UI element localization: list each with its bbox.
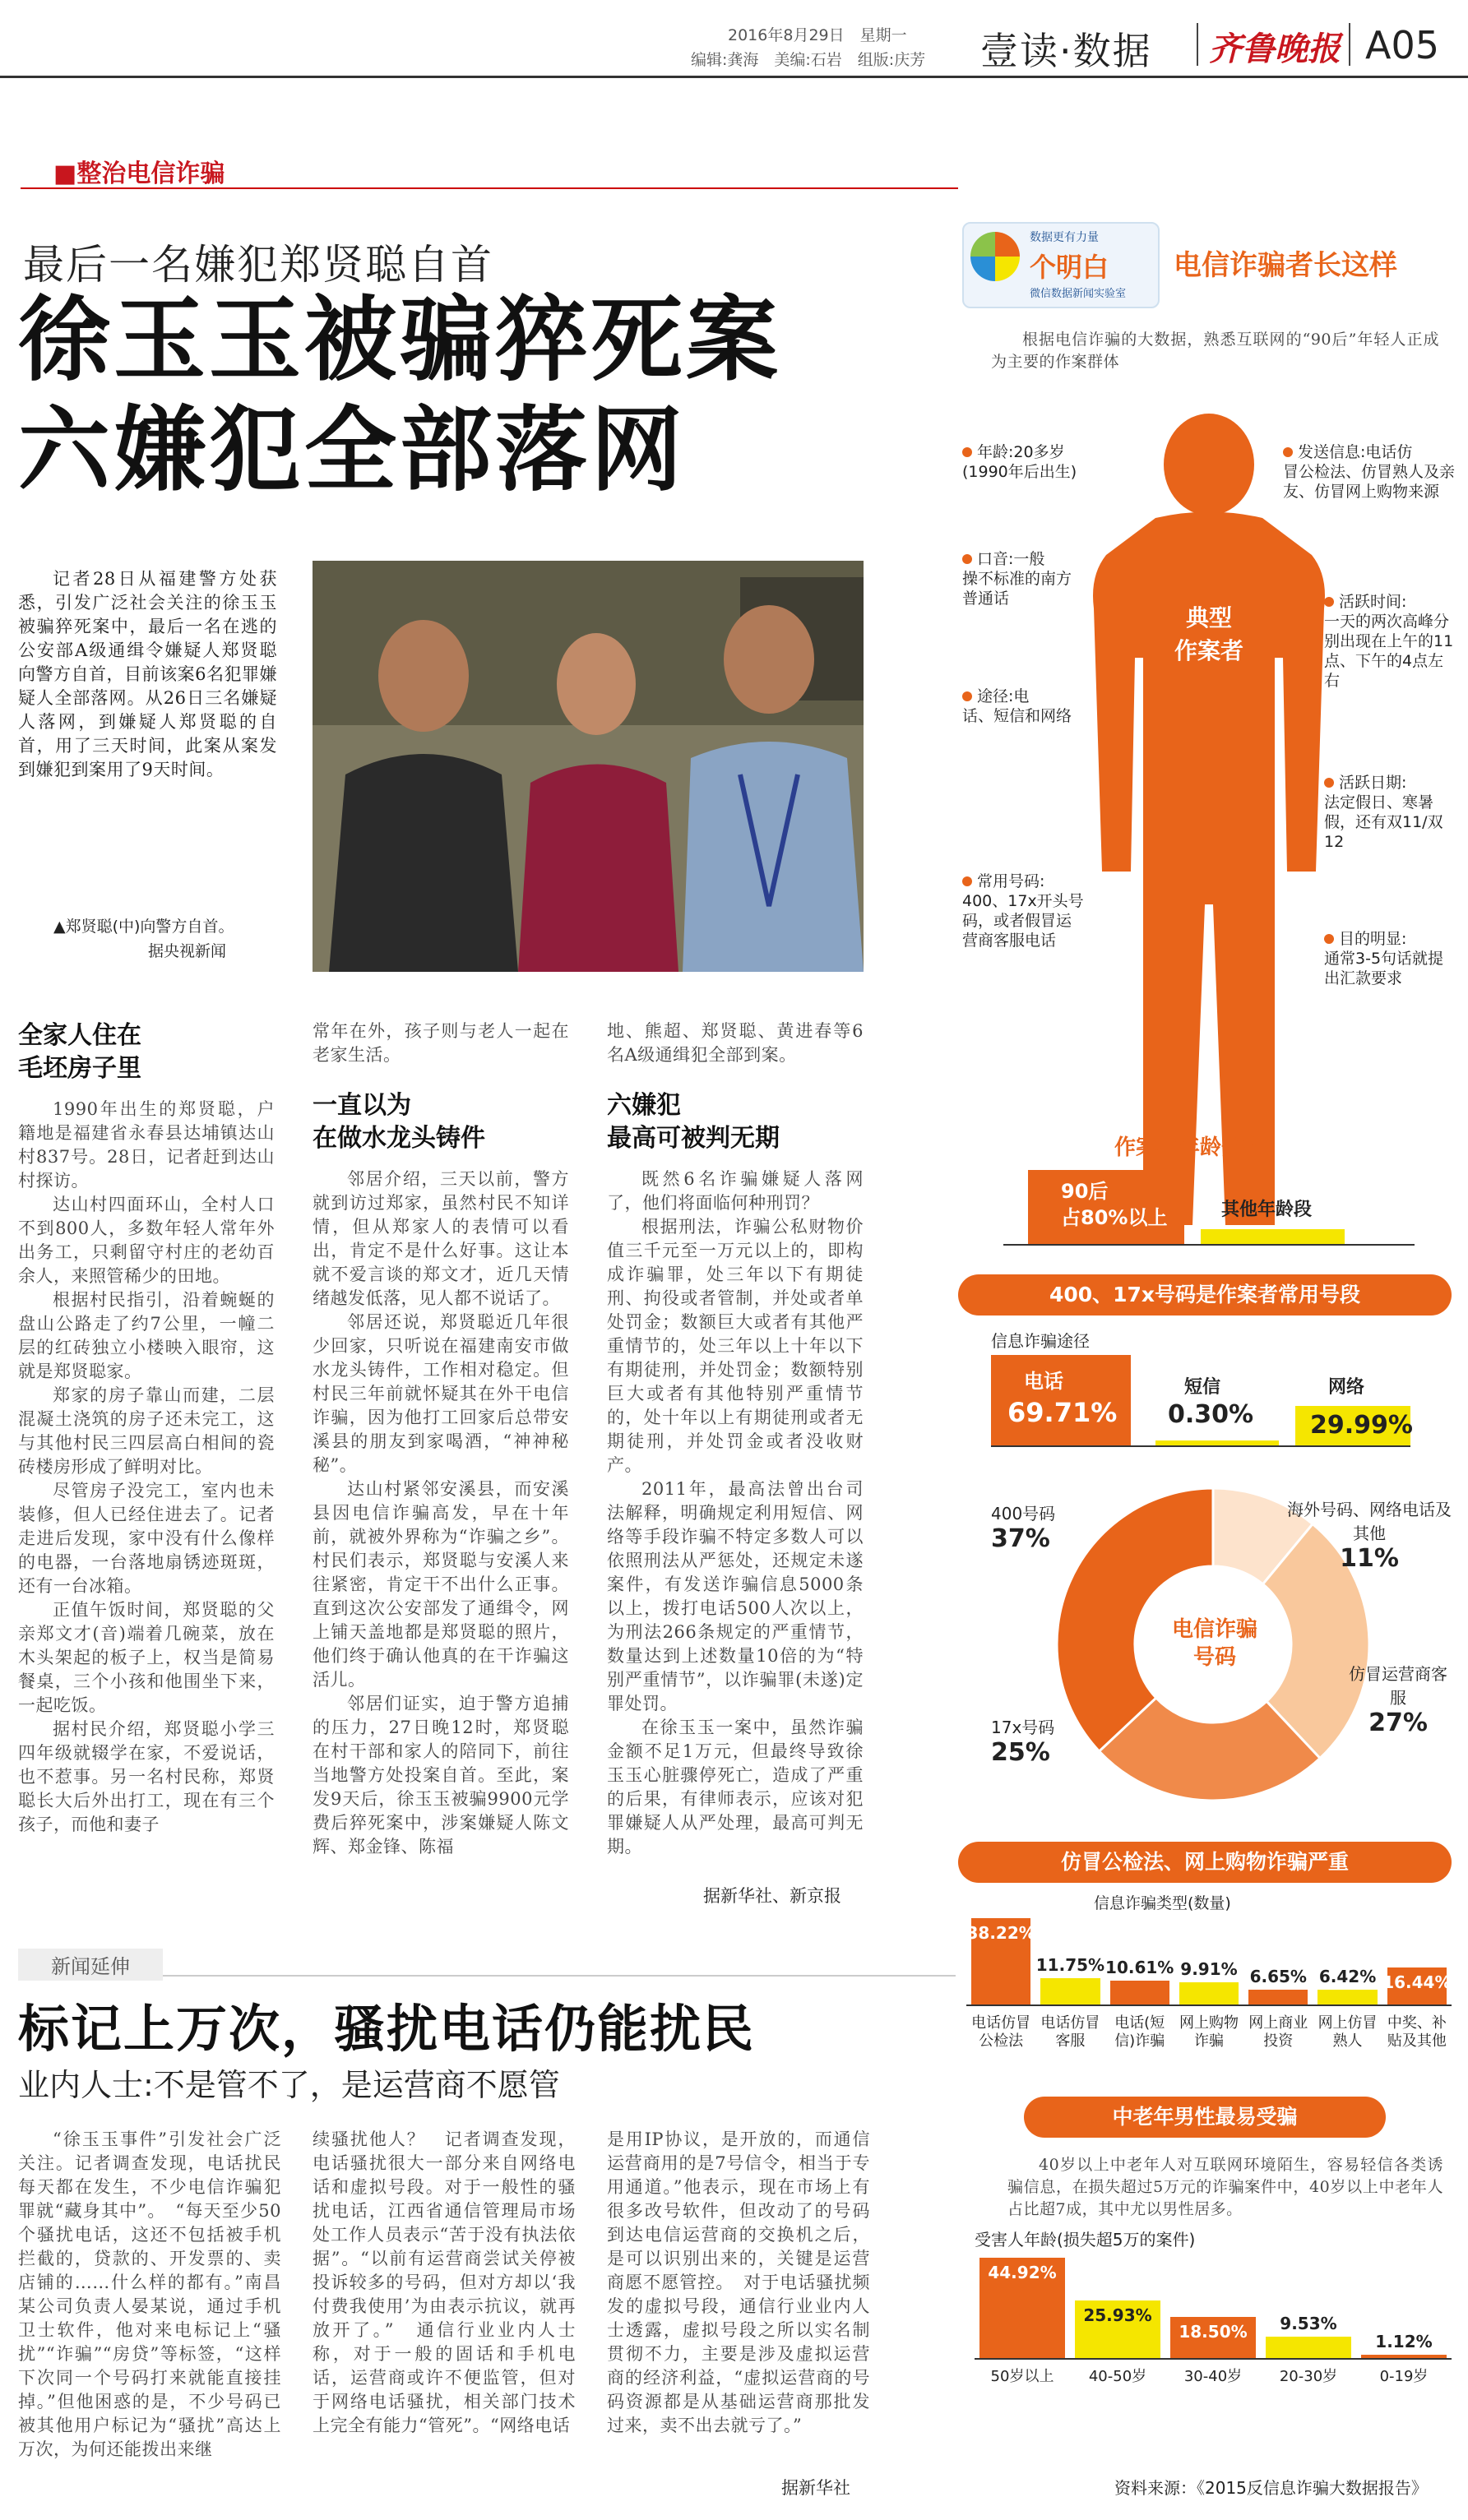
- types-names: [966, 2014, 1452, 2080]
- pie-label-carrier: [1345, 1661, 1452, 1737]
- trait-title: 常用号码:: [977, 872, 1045, 890]
- page-number: A05: [1365, 23, 1440, 67]
- pie-label-17x: [991, 1714, 1054, 1767]
- bullet-dot: [1324, 778, 1334, 788]
- masthead: [0, 0, 1468, 78]
- channel-phone-value: 69.71%: [1007, 1397, 1118, 1428]
- pie-overseas-value: 11%: [1340, 1544, 1399, 1573]
- paragraph: 既然6名诈骗嫌疑人落网了，他们将面临何种刑罚？: [607, 1169, 864, 1213]
- paragraph: 郑家的房子靠山而建，二层混凝土浇筑的房子还未完工，这与其他村民三四层高白相间的瓷砖楼房形成了鲜明对比。: [18, 1385, 275, 1477]
- channel-bar-sms: [1155, 1440, 1279, 1445]
- logo-icon: [970, 232, 1020, 281]
- bar-category-label: 20-30岁: [1279, 2368, 1338, 2385]
- bar-category-label: 50岁以上: [990, 2368, 1054, 2385]
- news-extension-tag: 新闻延伸: [18, 1949, 163, 1981]
- paragraph: 正值午饭时间，郑贤聪的父亲郑文才(音)端着几碗菜，放在木头架起的板子上，权当是简易餐桌，三个小孩和他围坐下来，一起吃饭。: [18, 1600, 275, 1715]
- channel-phone-name: 电话: [1024, 1370, 1063, 1393]
- age-chart: [1003, 1168, 1415, 1246]
- trait-text: 话、短信和网络: [962, 707, 1072, 725]
- bar-category-label: 中奖、补贴及其他: [1387, 2014, 1447, 2050]
- col1-heading: 全家人住在 毛坯房子里: [18, 1021, 141, 1083]
- victims-intro: 40岁以上中老年人对互联网环境陌生，容易轻信各类诱骗信息，在损失超过5万元的诈骗案件中，40岁以上中老年人占比超7成，其中尤以男性居多。: [1007, 2156, 1443, 2218]
- trait-age: [962, 442, 1118, 482]
- channel-bar-net: [1295, 1406, 1413, 1445]
- trait-title: 年龄:20多岁: [977, 443, 1065, 461]
- trait-title: 发送信息:电话仿: [1298, 443, 1413, 461]
- bullet-dot: [962, 691, 972, 701]
- col3-credit: 据新华社、新京报: [703, 1886, 841, 1906]
- article2-subtitle: 业内人士:不是管不了，是运营商不愿管: [18, 2067, 560, 2103]
- paragraph: 邻居介绍，三天以前，警方就到访过郑家，虽然村民不知详情，但从郑家人的表情可以看出，肯定不是什么好事。这让本就不爱言谈的郑文才，近几天情绪越发低落，见人都不说话了。: [313, 1169, 569, 1308]
- trait-text: 法定假日、寒暑假，还有双11/双12: [1324, 793, 1443, 851]
- paragraph: 1990年出生的郑贤聪，户籍地是福建省永春县达埔镇达山村837号。28日，记者赶到达山村探访。: [18, 1099, 275, 1191]
- trait-text: 冒公检法、仿冒熟人及亲友、仿冒网上购物来源: [1283, 463, 1456, 501]
- bar-value-label: 25.93%: [1083, 2305, 1152, 2325]
- age-bar-other-label: 其他年龄段: [1221, 1200, 1313, 1220]
- bar-category-label: 网上商业投资: [1248, 2014, 1308, 2050]
- bar: [1266, 2337, 1351, 2358]
- infographic: [958, 206, 1460, 2516]
- pie-400-name: 400号码: [991, 1504, 1056, 1524]
- info-title: 电信诈骗者长这样: [1174, 249, 1397, 282]
- col3-body: [607, 1168, 864, 1859]
- trait-channel: [962, 687, 1086, 726]
- bar-category-label: 电话仿冒公检法: [971, 2014, 1031, 2050]
- bar: [1179, 1982, 1239, 2004]
- article1-lead: 记者28日从福建警方处获悉，引发广泛社会关注的徐玉玉被骗猝死案中，最后一名在逃的公安部A级通缉令嫌疑人郑贤聪向警方自首，目前该案6名犯罪嫌疑人全部落网。从26日三名嫌疑人落网，到嫌疑人郑贤聪的自首，用了三天时间，此案从案发到嫌犯到案用了9天时间。: [18, 569, 277, 779]
- pie-label-overseas: [1287, 1496, 1452, 1573]
- pie-center-label: 电信诈骗 号码: [1171, 1617, 1257, 1670]
- bar-value-label: 6.65%: [1249, 1966, 1307, 1986]
- col1-body: [18, 1098, 275, 1837]
- channel-sms-value: 0.30%: [1168, 1400, 1254, 1429]
- bar-value-label: 9.91%: [1180, 1958, 1238, 1979]
- bar-value-label: 9.53%: [1280, 2314, 1337, 2334]
- victims-title: 中老年男性最易受骗: [1024, 2097, 1386, 2138]
- bar-category-label: 网上仿冒熟人: [1317, 2014, 1378, 2050]
- photo-credit: 据央视新闻: [148, 942, 227, 960]
- channel-sms-name: 短信: [1184, 1377, 1221, 1398]
- bar: [1361, 2355, 1447, 2358]
- age-bar-90s: [1028, 1170, 1184, 1244]
- col2-body: [313, 1168, 569, 1859]
- bullet-dot: [962, 876, 972, 886]
- section-banner: [21, 146, 958, 189]
- trait-text: 400、17x开头号码，或者假冒运营商客服电话: [962, 892, 1084, 950]
- bar-value-label: 11.75%: [1035, 1954, 1105, 1975]
- types-chart: [966, 1907, 1452, 2006]
- bullet-dot: [962, 447, 972, 457]
- article1-kicker: 最后一名嫌犯郑贤聪自首: [23, 241, 493, 289]
- bar-category-label: 电话(短信)诈骗: [1114, 2014, 1165, 2050]
- paragraph: 在徐玉玉一案中，虽然诈骗金额不足1万元，但最终导致徐玉玉心脏骤停死亡，造成了严重的后果，有律师表示，应该对犯罪嫌疑人从严处理，最高可判无期。: [607, 1718, 864, 1856]
- logo-sub: 微信数据新闻实验室: [1030, 288, 1127, 300]
- bar-value-label: 38.22%: [966, 1922, 1035, 1943]
- trait-text: 一天的两次高峰分别出现在上午的11点、下午的4点左右: [1324, 613, 1454, 690]
- types-title: 仿冒公检法、网上购物诈骗严重: [958, 1842, 1452, 1883]
- victims-label: 受害人年龄(损失超5万的案件): [975, 2230, 1196, 2250]
- trait-title: 途径:电: [977, 687, 1030, 705]
- paragraph: 据村民介绍，郑贤聪小学三四年级就辍学在家，不爱说话，也不惹事。另一名村民称，郑贤聪长大后外出打工，现在有三个孩子，而他和妻子: [18, 1719, 275, 1834]
- banner-label: ■整治电信诈骗: [53, 160, 225, 188]
- victims-chart: [975, 2253, 1452, 2360]
- paragraph: 尽管房子没完工，室内也未装修，但人已经住进去了。记者走进后发现，家中没有什么像样的电器，一台落地扇锈迹斑斑，还有一台冰箱。: [18, 1481, 275, 1596]
- channel-label: 信息诈骗途径: [991, 1331, 1090, 1351]
- paper-logo: 齐鲁晚报: [1209, 30, 1341, 68]
- pie-carrier-name: 仿冒运营商客服: [1349, 1664, 1447, 1708]
- bar-value-label: 18.50%: [1179, 2321, 1248, 2342]
- trait-title: 活跃日期:: [1339, 774, 1407, 792]
- channel-chart: [991, 1352, 1413, 1447]
- trait-numbers: [962, 872, 1086, 950]
- article1-title-1: 徐玉玉被骗猝死案: [18, 287, 781, 394]
- info-intro: 根据电信诈骗的大数据，熟悉互联网的“90后”年轻人正成为主要的作案群体: [991, 331, 1439, 371]
- age-bar-other: [1201, 1229, 1345, 1244]
- age-bar-90s-label: 90后 占80%以上: [1061, 1180, 1168, 1229]
- source-note: 资料来源：《2015反信息诈骗大数据报告》: [1114, 2478, 1428, 2498]
- masthead-rule: [0, 76, 1468, 78]
- bar-category-label: 电话仿冒客服: [1040, 2014, 1100, 2050]
- logo-main: 个明白: [1030, 252, 1109, 283]
- pie-400-value: 37%: [991, 1524, 1050, 1553]
- bar-value-label: 44.92%: [988, 2262, 1057, 2282]
- section-name: 壹读·数据: [980, 29, 1152, 73]
- types-label: 信息诈骗类型(数量): [1094, 1894, 1231, 1912]
- trait-text: (1990年后出生): [962, 463, 1077, 481]
- paragraph: 邻居们证实，迫于警方追捕的压力，27日晚12时，郑贤聪在村干部和家人的陪同下，前往当地警方处投案自首。至此，案发9天后，徐玉玉被骗9900元学费后猝死案中，涉案嫌疑人陈文辉、郑金锋、陈福: [313, 1694, 569, 1856]
- trait-title: 活跃时间:: [1339, 593, 1407, 611]
- article2-credit: 据新华社: [781, 2478, 850, 2498]
- paragraph: 达山村紧邻安溪县，而安溪县因电信诈骗高发，早在十年前，就被外界称为“诈骗之乡”。村民们表示，郑贤聪与安溪人来往紧密，肯定干不出什么正事。直到这次公安部发了通缉令，网上铺天盖地都是郑贤聪的照片，他们终于确认他真的在干诈骗这活儿。: [313, 1479, 569, 1690]
- trait-title: 口音:一般: [977, 550, 1045, 568]
- bullet-dot: [1283, 447, 1293, 457]
- trait-purpose: [1324, 929, 1456, 988]
- bar-value-label: 16.44%: [1382, 1972, 1452, 1992]
- person-silhouette: [1077, 411, 1341, 1233]
- col3-heading: 六嫌犯 最高可被判无期: [607, 1091, 780, 1153]
- trait-text: 操不标准的南方普通话: [962, 570, 1072, 608]
- bar: [1317, 1990, 1377, 2004]
- date-line: 2016年8月29日 星期一: [728, 26, 907, 44]
- paragraph: 根据村民指引，沿着蜿蜒的盘山公路走了约7公里，一幢二层的红砖独立小楼映入眼帘，这就是郑贤聪家。: [18, 1290, 275, 1381]
- logo-badge: [962, 222, 1160, 308]
- bar-category-label: 网上购物诈骗: [1179, 2014, 1239, 2050]
- photo-illustration: [313, 561, 864, 972]
- bar-value-label: 10.61%: [1105, 1957, 1174, 1977]
- bullet-dot: [962, 554, 972, 564]
- bullet-dot: [1324, 934, 1334, 944]
- col2-top: 常年在外，孩子则与老人一起在老家生活。: [313, 1021, 569, 1065]
- article2-col2: 续骚扰他人？ 记者调查发现，电话骚扰很大一部分来自网络电话和虚拟号段。对于一般性的骚扰电话，江西省通信管理局市场处工作人员表示“苦于没有执法依据”。“以前有运营商尝试关停被投诉较多的号码，但对方却以‘我付费我使用’为由表示抗议，就再放开了。” 通信行业业内人士称，对于一般的固话和手机电话，运营商或许不便监管，但对于网络电话骚扰，相关部门技术上完全有能力“管死”。“网络电话: [313, 2129, 576, 2435]
- col3-top: 地、熊超、郑贤聪、黄进春等6名A级通缉犯全部到案。: [607, 1021, 864, 1065]
- figure-label: 典型 作案者: [1174, 604, 1243, 664]
- article2-col3: 是用IP协议，是开放的，而通信运营商用的是7号信令，相当于专用通道。”他表示，现在市场上有很多改号软件，但改动了的号码到达电信运营商的交换机之后，是可以识别出来的，关键是运营商愿不愿管控。 对于电话骚扰频发的虚拟号段，通信行业业内人士透露，虚拟号段之所以实名制贯彻不力，主要是涉及虚拟运营商的经济利益，“虚拟运营商的号码资源都是从基础运营商那批发过来，卖不出去就亏了。”: [607, 2129, 870, 2435]
- numbers-title: 400、17x号码是作案者常用号段: [958, 1274, 1452, 1315]
- col2-heading: 一直以为 在做水龙头铸件: [313, 1091, 485, 1153]
- bullet-dot: [1324, 597, 1334, 607]
- logo-top: 数据更有力量: [1030, 231, 1099, 244]
- paragraph: 根据刑法，诈骗公私财物价值三千元至一万元以上的，即构成诈骗罪，处三年以下有期徒刑、拘役或者管制，并处或者单处罚金；数额巨大或者有其他严重情节的，处三年以上十年以下有期徒刑，并处罚金；数额特别巨大或者有其他特别严重情节的，处十年以上有期徒刑或者无期徒刑，并处罚金或者没收财产。: [607, 1217, 864, 1475]
- paragraph: 邻居还说，郑贤聪近几年很少回家，只听说在福建南安市做水龙头铸件，工作相对稳定。但村民三年前就怀疑其在外干电信诈骗，因为他打工回家后总带安溪县的朋友到家喝酒，“神神秘秘”。: [313, 1312, 569, 1475]
- channel-bar-phone: [991, 1355, 1131, 1445]
- bar: [1248, 1990, 1308, 2004]
- trait-accent: [962, 549, 1086, 608]
- pie-17x-value: 25%: [991, 1738, 1050, 1767]
- trait-title: 目的明显:: [1339, 930, 1407, 948]
- bar-category-label: 30-40岁: [1183, 2368, 1243, 2385]
- divider: [1197, 23, 1198, 66]
- paragraph: 达山村四面环山，全村人口不到800人，多数年轻人常年外出务工，只剩留守村庄的老幼百余人，来照管稀少的田地。: [18, 1195, 275, 1286]
- editors-line: 编辑:龚海 美编:石岩 组版:庆芳: [691, 51, 926, 69]
- paragraph: 2011年，最高法曾出台司法解释，明确规定利用短信、网络等手段诈骗不特定多数人可以依照刑法从严惩处，还规定未遂案件，有发送诈骗信息5000条以上，拨打电话500人次以上，为刑法266条规定的严重情节，数量达到上述数量10倍的为“特别严重情节”，以诈骗罪(未遂)定罪处罚。: [607, 1479, 864, 1713]
- age-title: 作案者年龄分布: [1114, 1135, 1265, 1160]
- article2-col1: “徐玉玉事件”引发社会广泛关注。记者调查发现，电话扰民每天都在发生，不少电信诈骗犯罪就“藏身其中”。 “每天至少50个骚扰电话，这还不包括被手机拦截的，贷款的、开发票的、卖店铺的……什么样的都有。”南昌某公司负责人晏某说，通过手机卫士软件，他对来电标记上“骚扰”“诈骗”“房贷”等标签，“这样下次同一个号码打来就能直接挂掉。”但他困惑的是，不少号码已被其他用户标记为“骚扰”高达上万次，为何还能拨出来继: [18, 2129, 281, 2459]
- bar-value-label: 1.12%: [1375, 2332, 1433, 2351]
- bar-category-label: 40-50岁: [1088, 2368, 1147, 2385]
- channel-net-value: 29.99%: [1310, 1411, 1413, 1440]
- trait-active-time: [1324, 592, 1456, 691]
- pie-overseas-name: 海外号码、网络电话及其他: [1287, 1500, 1452, 1543]
- pie-17x-name: 17x号码: [991, 1718, 1055, 1737]
- trait-messages: [1283, 442, 1456, 502]
- news-extension-bar: [18, 1949, 956, 1977]
- channel-net-name: 网络: [1328, 1377, 1365, 1398]
- divider: [1349, 23, 1350, 66]
- trait-text: 通常3-5句话就提出汇款要求: [1324, 950, 1444, 987]
- article2-title: 标记上万次，骚扰电话仍能扰民: [18, 1999, 756, 2059]
- bar-category-label: 0-19岁: [1379, 2368, 1429, 2385]
- bar: [1040, 1978, 1100, 2004]
- trait-active-date: [1324, 773, 1456, 852]
- pie-label-400: [991, 1500, 1055, 1553]
- victims-names: [975, 2368, 1452, 2401]
- bar-value-label: 6.42%: [1318, 1967, 1377, 1987]
- photo-caption: ▲郑贤聪(中)向警方自首。: [53, 918, 234, 936]
- pie-carrier-value: 27%: [1368, 1709, 1428, 1737]
- bar: [1110, 1981, 1169, 2004]
- article1-title-2: 六嫌犯全部落网: [18, 397, 686, 504]
